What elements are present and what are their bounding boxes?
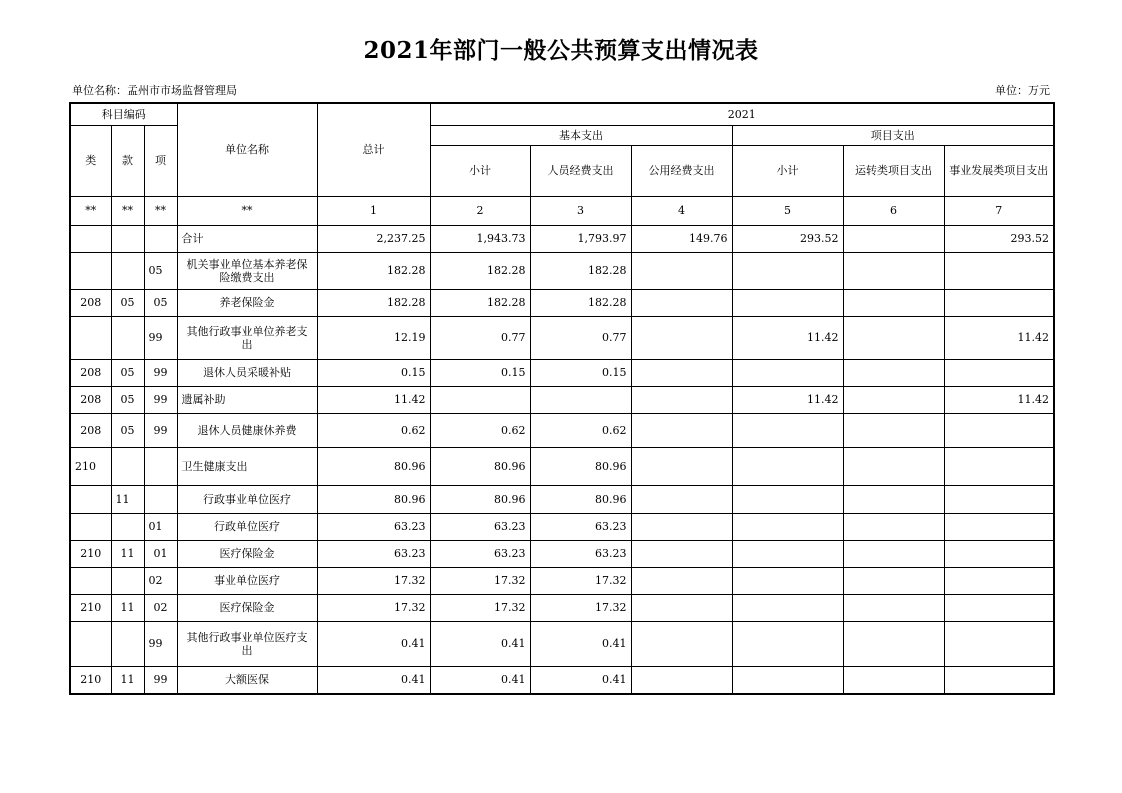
- unit-name-cell: 机关事业单位基本养老保险缴费支出: [177, 252, 317, 289]
- kuan-cell: 11: [111, 666, 144, 694]
- development-project-cell: 293.52: [944, 225, 1054, 252]
- basic-subtotal-cell: 17.32: [430, 567, 530, 594]
- development-project-cell: [944, 447, 1054, 485]
- unit-name-cell: 其他行政事业单位医疗支出: [177, 621, 317, 666]
- lei-header: 类: [70, 125, 111, 196]
- unit-name-cell: 退休人员健康休养费: [177, 413, 317, 447]
- table-row: [70, 540, 1054, 567]
- basic-subtotal-cell: 0.41: [430, 666, 530, 694]
- total-cell: 17.32: [317, 567, 430, 594]
- personnel-cell: 0.15: [530, 359, 631, 386]
- public-expense-cell: [631, 289, 732, 316]
- index-cell: **: [111, 196, 144, 225]
- kuan-cell: [111, 621, 144, 666]
- basic-subtotal-cell: 80.96: [430, 447, 530, 485]
- project-subtotal-cell: [732, 359, 843, 386]
- transfer-project-cell: [843, 485, 944, 513]
- unit-name-cell: 事业单位医疗: [177, 567, 317, 594]
- year-header: 2021: [430, 103, 1054, 125]
- total-cell: 63.23: [317, 513, 430, 540]
- public-expense-header: 公用经费支出: [631, 145, 732, 196]
- unit-name-cell: 其他行政事业单位养老支出: [177, 316, 317, 359]
- kuan-cell: [111, 225, 144, 252]
- index-cell: 6: [843, 196, 944, 225]
- index-cell: **: [70, 196, 111, 225]
- total-cell: 0.41: [317, 621, 430, 666]
- development-project-cell: [944, 289, 1054, 316]
- xiang-header: 项: [144, 125, 177, 196]
- project-subtotal-header: 小计: [732, 145, 843, 196]
- index-cell: 2: [430, 196, 530, 225]
- public-expense-cell: [631, 540, 732, 567]
- unit-name-label: 单位名称：孟州市市场监督管理局: [72, 84, 237, 97]
- basic-subtotal-cell: 63.23: [430, 540, 530, 567]
- total-cell: 80.96: [317, 485, 430, 513]
- unit-name-cell: 医疗保险金: [177, 594, 317, 621]
- index-cell: 7: [944, 196, 1054, 225]
- index-cell: **: [177, 196, 317, 225]
- unit-name-cell: 退休人员采暖补贴: [177, 359, 317, 386]
- transfer-project-cell: [843, 513, 944, 540]
- development-project-cell: [944, 594, 1054, 621]
- development-project-header: 事业发展类项目支出: [944, 145, 1054, 196]
- personnel-cell: 0.77: [530, 316, 631, 359]
- table-row: [70, 413, 1054, 447]
- development-project-cell: [944, 413, 1054, 447]
- table-row: [70, 386, 1054, 413]
- transfer-project-cell: [843, 252, 944, 289]
- public-expense-cell: [631, 413, 732, 447]
- personnel-cell: 63.23: [530, 513, 631, 540]
- basic-subtotal-cell: 0.41: [430, 621, 530, 666]
- unit-name-cell: 医疗保险金: [177, 540, 317, 567]
- personnel-cell: 0.41: [530, 666, 631, 694]
- project-subtotal-cell: [732, 289, 843, 316]
- project-subtotal-cell: [732, 513, 843, 540]
- basic-subtotal-cell: 80.96: [430, 485, 530, 513]
- unit-name-header: 单位名称: [177, 103, 317, 196]
- xiang-cell: 99: [144, 413, 177, 447]
- lei-cell: 210: [70, 447, 111, 485]
- xiang-cell: [144, 447, 177, 485]
- development-project-cell: 11.42: [944, 386, 1054, 413]
- xiang-cell: 99: [144, 386, 177, 413]
- personnel-cell: 182.28: [530, 252, 631, 289]
- total-cell: 63.23: [317, 540, 430, 567]
- personnel-cell: 63.23: [530, 540, 631, 567]
- table-body: [70, 225, 1054, 694]
- lei-cell: 208: [70, 386, 111, 413]
- table-row: [70, 621, 1054, 666]
- personnel-cell: 80.96: [530, 447, 631, 485]
- kuan-cell: 11: [111, 540, 144, 567]
- lei-cell: 208: [70, 359, 111, 386]
- table-row: [70, 666, 1054, 694]
- table-row: [70, 316, 1054, 359]
- index-cell: 5: [732, 196, 843, 225]
- kuan-cell: 11: [111, 594, 144, 621]
- development-project-cell: [944, 567, 1054, 594]
- kuan-cell: 05: [111, 289, 144, 316]
- public-expense-cell: [631, 252, 732, 289]
- basic-subtotal-cell: 63.23: [430, 513, 530, 540]
- index-cell: 4: [631, 196, 732, 225]
- table-row: [70, 359, 1054, 386]
- development-project-cell: [944, 513, 1054, 540]
- transfer-project-cell: [843, 594, 944, 621]
- personnel-cell: 0.41: [530, 621, 631, 666]
- development-project-cell: [944, 621, 1054, 666]
- public-expense-cell: [631, 359, 732, 386]
- project-subtotal-cell: 11.42: [732, 316, 843, 359]
- personnel-header: 人员经费支出: [530, 145, 631, 196]
- xiang-cell: 99: [144, 621, 177, 666]
- project-subtotal-cell: [732, 621, 843, 666]
- transfer-project-cell: [843, 386, 944, 413]
- page-title: 2021年部门一般公共预算支出情况表: [363, 37, 759, 64]
- index-cell: **: [144, 196, 177, 225]
- index-cell: 1: [317, 196, 430, 225]
- basic-subtotal-header: 小计: [430, 145, 530, 196]
- basic-subtotal-cell: 17.32: [430, 594, 530, 621]
- kuan-cell: [111, 567, 144, 594]
- xiang-cell: [144, 225, 177, 252]
- total-cell: 0.41: [317, 666, 430, 694]
- lei-cell: [70, 513, 111, 540]
- personnel-cell: [530, 386, 631, 413]
- basic-subtotal-cell: 0.62: [430, 413, 530, 447]
- total-cell: 11.42: [317, 386, 430, 413]
- transfer-project-cell: [843, 447, 944, 485]
- basic-subtotal-cell: 182.28: [430, 289, 530, 316]
- xiang-cell: 99: [144, 666, 177, 694]
- personnel-cell: 1,793.97: [530, 225, 631, 252]
- total-cell: 182.28: [317, 252, 430, 289]
- lei-cell: [70, 252, 111, 289]
- public-expense-cell: [631, 567, 732, 594]
- development-project-cell: [944, 485, 1054, 513]
- index-cell: 3: [530, 196, 631, 225]
- table-row: [70, 252, 1054, 289]
- development-project-cell: [944, 359, 1054, 386]
- total-cell: 17.32: [317, 594, 430, 621]
- xiang-cell: 02: [144, 594, 177, 621]
- basic-subtotal-cell: 0.15: [430, 359, 530, 386]
- lei-cell: [70, 567, 111, 594]
- project-subtotal-cell: [732, 540, 843, 567]
- transfer-project-cell: [843, 413, 944, 447]
- total-cell: 0.15: [317, 359, 430, 386]
- project-subtotal-cell: [732, 413, 843, 447]
- personnel-cell: 182.28: [530, 289, 631, 316]
- basic-expense-header: 基本支出: [430, 125, 732, 145]
- project-subtotal-cell: 11.42: [732, 386, 843, 413]
- subject-code-header: 科目编码: [70, 103, 177, 125]
- table-row: [70, 447, 1054, 485]
- project-subtotal-cell: [732, 666, 843, 694]
- unit-name-cell: 大额医保: [177, 666, 317, 694]
- basic-subtotal-cell: 0.77: [430, 316, 530, 359]
- xiang-cell: 05: [144, 252, 177, 289]
- transfer-project-cell: [843, 540, 944, 567]
- public-expense-cell: [631, 513, 732, 540]
- table-row: [70, 289, 1054, 316]
- public-expense-cell: [631, 316, 732, 359]
- xiang-cell: 01: [144, 540, 177, 567]
- project-subtotal-cell: [732, 567, 843, 594]
- kuan-cell: 05: [111, 413, 144, 447]
- total-cell: 0.62: [317, 413, 430, 447]
- kuan-cell: [111, 447, 144, 485]
- table-row: [70, 567, 1054, 594]
- development-project-cell: [944, 666, 1054, 694]
- transfer-project-cell: [843, 289, 944, 316]
- lei-cell: [70, 316, 111, 359]
- public-expense-cell: 149.76: [631, 225, 732, 252]
- total-cell: 182.28: [317, 289, 430, 316]
- lei-cell: 208: [70, 413, 111, 447]
- unit-name-cell: 合计: [177, 225, 317, 252]
- transfer-project-cell: [843, 567, 944, 594]
- lei-cell: [70, 621, 111, 666]
- personnel-cell: 80.96: [530, 485, 631, 513]
- development-project-cell: 11.42: [944, 316, 1054, 359]
- project-subtotal-cell: [732, 485, 843, 513]
- table-row: [70, 225, 1054, 252]
- unit-name-cell: 养老保险金: [177, 289, 317, 316]
- unit-name-cell: 行政单位医疗: [177, 513, 317, 540]
- budget-table: [69, 102, 1055, 695]
- kuan-cell: [111, 252, 144, 289]
- kuan-cell: 05: [111, 386, 144, 413]
- basic-subtotal-cell: [430, 386, 530, 413]
- public-expense-cell: [631, 485, 732, 513]
- project-subtotal-cell: [732, 252, 843, 289]
- public-expense-cell: [631, 594, 732, 621]
- total-header: 总计: [317, 103, 430, 196]
- unit-name-cell: 遗属补助: [177, 386, 317, 413]
- xiang-cell: 99: [144, 359, 177, 386]
- table-row: [70, 485, 1054, 513]
- public-expense-cell: [631, 621, 732, 666]
- xiang-cell: 01: [144, 513, 177, 540]
- lei-cell: 210: [70, 666, 111, 694]
- development-project-cell: [944, 540, 1054, 567]
- transfer-project-cell: [843, 225, 944, 252]
- lei-cell: 208: [70, 289, 111, 316]
- kuan-header: 款: [111, 125, 144, 196]
- transfer-project-header: 运转类项目支出: [843, 145, 944, 196]
- public-expense-cell: [631, 447, 732, 485]
- kuan-cell: [111, 316, 144, 359]
- transfer-project-cell: [843, 316, 944, 359]
- index-row: [70, 196, 1054, 225]
- lei-cell: [70, 225, 111, 252]
- lei-cell: 210: [70, 540, 111, 567]
- total-cell: 12.19: [317, 316, 430, 359]
- xiang-cell: [144, 485, 177, 513]
- lei-cell: 210: [70, 594, 111, 621]
- total-cell: 2,237.25: [317, 225, 430, 252]
- xiang-cell: 99: [144, 316, 177, 359]
- unit-name-cell: 行政事业单位医疗: [177, 485, 317, 513]
- currency-unit-label: 单位：万元: [995, 84, 1050, 97]
- project-subtotal-cell: [732, 447, 843, 485]
- lei-cell: [70, 485, 111, 513]
- transfer-project-cell: [843, 359, 944, 386]
- table-row: [70, 513, 1054, 540]
- public-expense-cell: [631, 666, 732, 694]
- total-cell: 80.96: [317, 447, 430, 485]
- transfer-project-cell: [843, 621, 944, 666]
- kuan-cell: 05: [111, 359, 144, 386]
- project-expense-header: 项目支出: [732, 125, 1054, 145]
- table-row: [70, 594, 1054, 621]
- project-subtotal-cell: [732, 594, 843, 621]
- table-header: [70, 103, 1054, 225]
- unit-name-cell: 卫生健康支出: [177, 447, 317, 485]
- kuan-cell: [111, 513, 144, 540]
- transfer-project-cell: [843, 666, 944, 694]
- basic-subtotal-cell: 182.28: [430, 252, 530, 289]
- personnel-cell: 17.32: [530, 594, 631, 621]
- basic-subtotal-cell: 1,943.73: [430, 225, 530, 252]
- personnel-cell: 0.62: [530, 413, 631, 447]
- xiang-cell: 02: [144, 567, 177, 594]
- kuan-cell: 11: [111, 485, 144, 513]
- development-project-cell: [944, 252, 1054, 289]
- public-expense-cell: [631, 386, 732, 413]
- project-subtotal-cell: 293.52: [732, 225, 843, 252]
- personnel-cell: 17.32: [530, 567, 631, 594]
- xiang-cell: 05: [144, 289, 177, 316]
